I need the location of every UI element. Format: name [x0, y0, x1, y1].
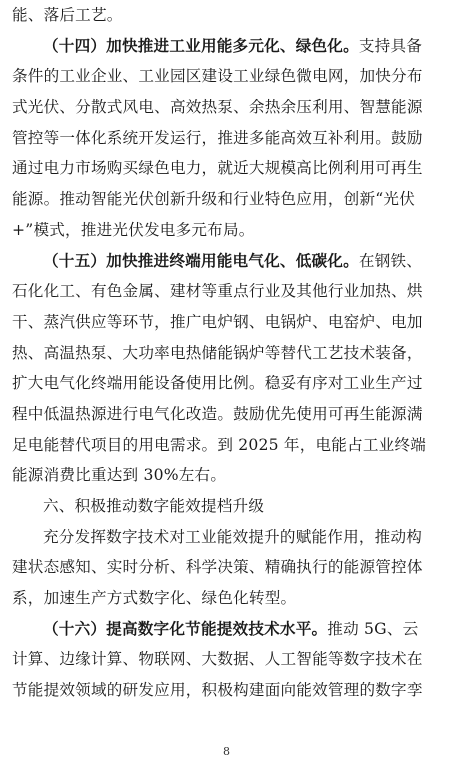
line-text: 式光伏、分散式风电、高效热泵、余热余压利用、智慧能源: [12, 98, 423, 117]
page-number: 8: [223, 745, 230, 758]
line-text: 推动 5G、云: [327, 619, 419, 638]
text-line: [12, 460, 442, 491]
section-heading: [12, 491, 442, 522]
text-line: [12, 184, 442, 215]
text-line: [12, 675, 442, 706]
line-text: 计算、边缘计算、物联网、大数据、人工智能等数字技术在: [12, 650, 423, 669]
text-line: [12, 123, 442, 154]
line-text: 管控等一体化系统开发运行，推进多能高效互补利用。鼓励: [12, 128, 423, 147]
text-line: [12, 583, 442, 614]
line-text: 通过电力市场购买绿色电力，就近大规模高比例利用可再生: [12, 159, 423, 178]
line-text: 六、积极推动数字能效提档升级: [43, 497, 265, 515]
subsection-title: （十六）提高数字化节能提效技术水平。: [43, 619, 328, 638]
text-line: [12, 276, 442, 307]
text-line: [12, 338, 442, 369]
line-text: +”模式，推进光伏发电多元布局。: [12, 220, 255, 239]
line-text: 在钢铁、: [358, 251, 423, 270]
line-text: 能源消费比重达到 30%左右。: [12, 466, 227, 485]
text-line: [12, 61, 442, 92]
line-text: 建状态感知、实时分析、科学决策、精确执行的能源管控体: [12, 558, 423, 577]
text-line: [12, 92, 442, 123]
line-text: 程中低温热源进行电气化改造。鼓励优先使用可再生能源满: [12, 404, 423, 423]
line-text: 能源。推动智能光伏创新升级和行业特色应用，创新“光伏: [12, 190, 416, 209]
text-line: [12, 246, 442, 277]
text-line: [12, 153, 442, 184]
text-line: [12, 215, 442, 246]
line-text: 热、高温热泵、大功率电热储能锅炉等替代工艺技术装备，: [12, 343, 423, 362]
text-line: [12, 0, 442, 31]
subsection-title: （十五）加快推进终端用能电气化、低碳化。: [43, 251, 359, 270]
line-text: 扩大电气化终端用能设备使用比例。稳妥有序对工业生产过: [12, 374, 423, 393]
text-line: [12, 644, 442, 675]
line-text: 节能提效领域的研发应用，积极构建面向能效管理的数字孪: [12, 681, 423, 700]
line-text: 系，加速生产方式数字化、绿色化转型。: [12, 589, 297, 608]
line-text: 充分发挥数字技术对工业能效提升的赋能作用，推动构: [43, 527, 423, 546]
text-line: [12, 522, 442, 553]
line-text: 能、落后工艺。: [12, 6, 123, 24]
text-line: [12, 399, 442, 430]
text-line: [12, 552, 442, 583]
line-text: 支持具备: [358, 36, 423, 55]
line-text: 干、蒸汽供应等环节，推广电炉钢、电锅炉、电窑炉、电加: [12, 312, 423, 331]
line-text: 足电能替代项目的用电需求。到 2025 年，电能占工业终端: [12, 435, 427, 454]
text-line: [12, 307, 442, 338]
document-body: [12, 0, 442, 706]
text-line: [12, 31, 442, 62]
text-line: [12, 430, 442, 461]
subsection-title: （十四）加快推进工业用能多元化、绿色化。: [43, 36, 359, 55]
line-text: 石化化工、有色金属、建材等重点行业及其他行业加热、烘: [12, 282, 423, 301]
text-line: [12, 368, 442, 399]
text-line: [12, 614, 442, 645]
line-text: 条件的工业企业、工业园区建设工业绿色微电网，加快分布: [12, 67, 423, 86]
